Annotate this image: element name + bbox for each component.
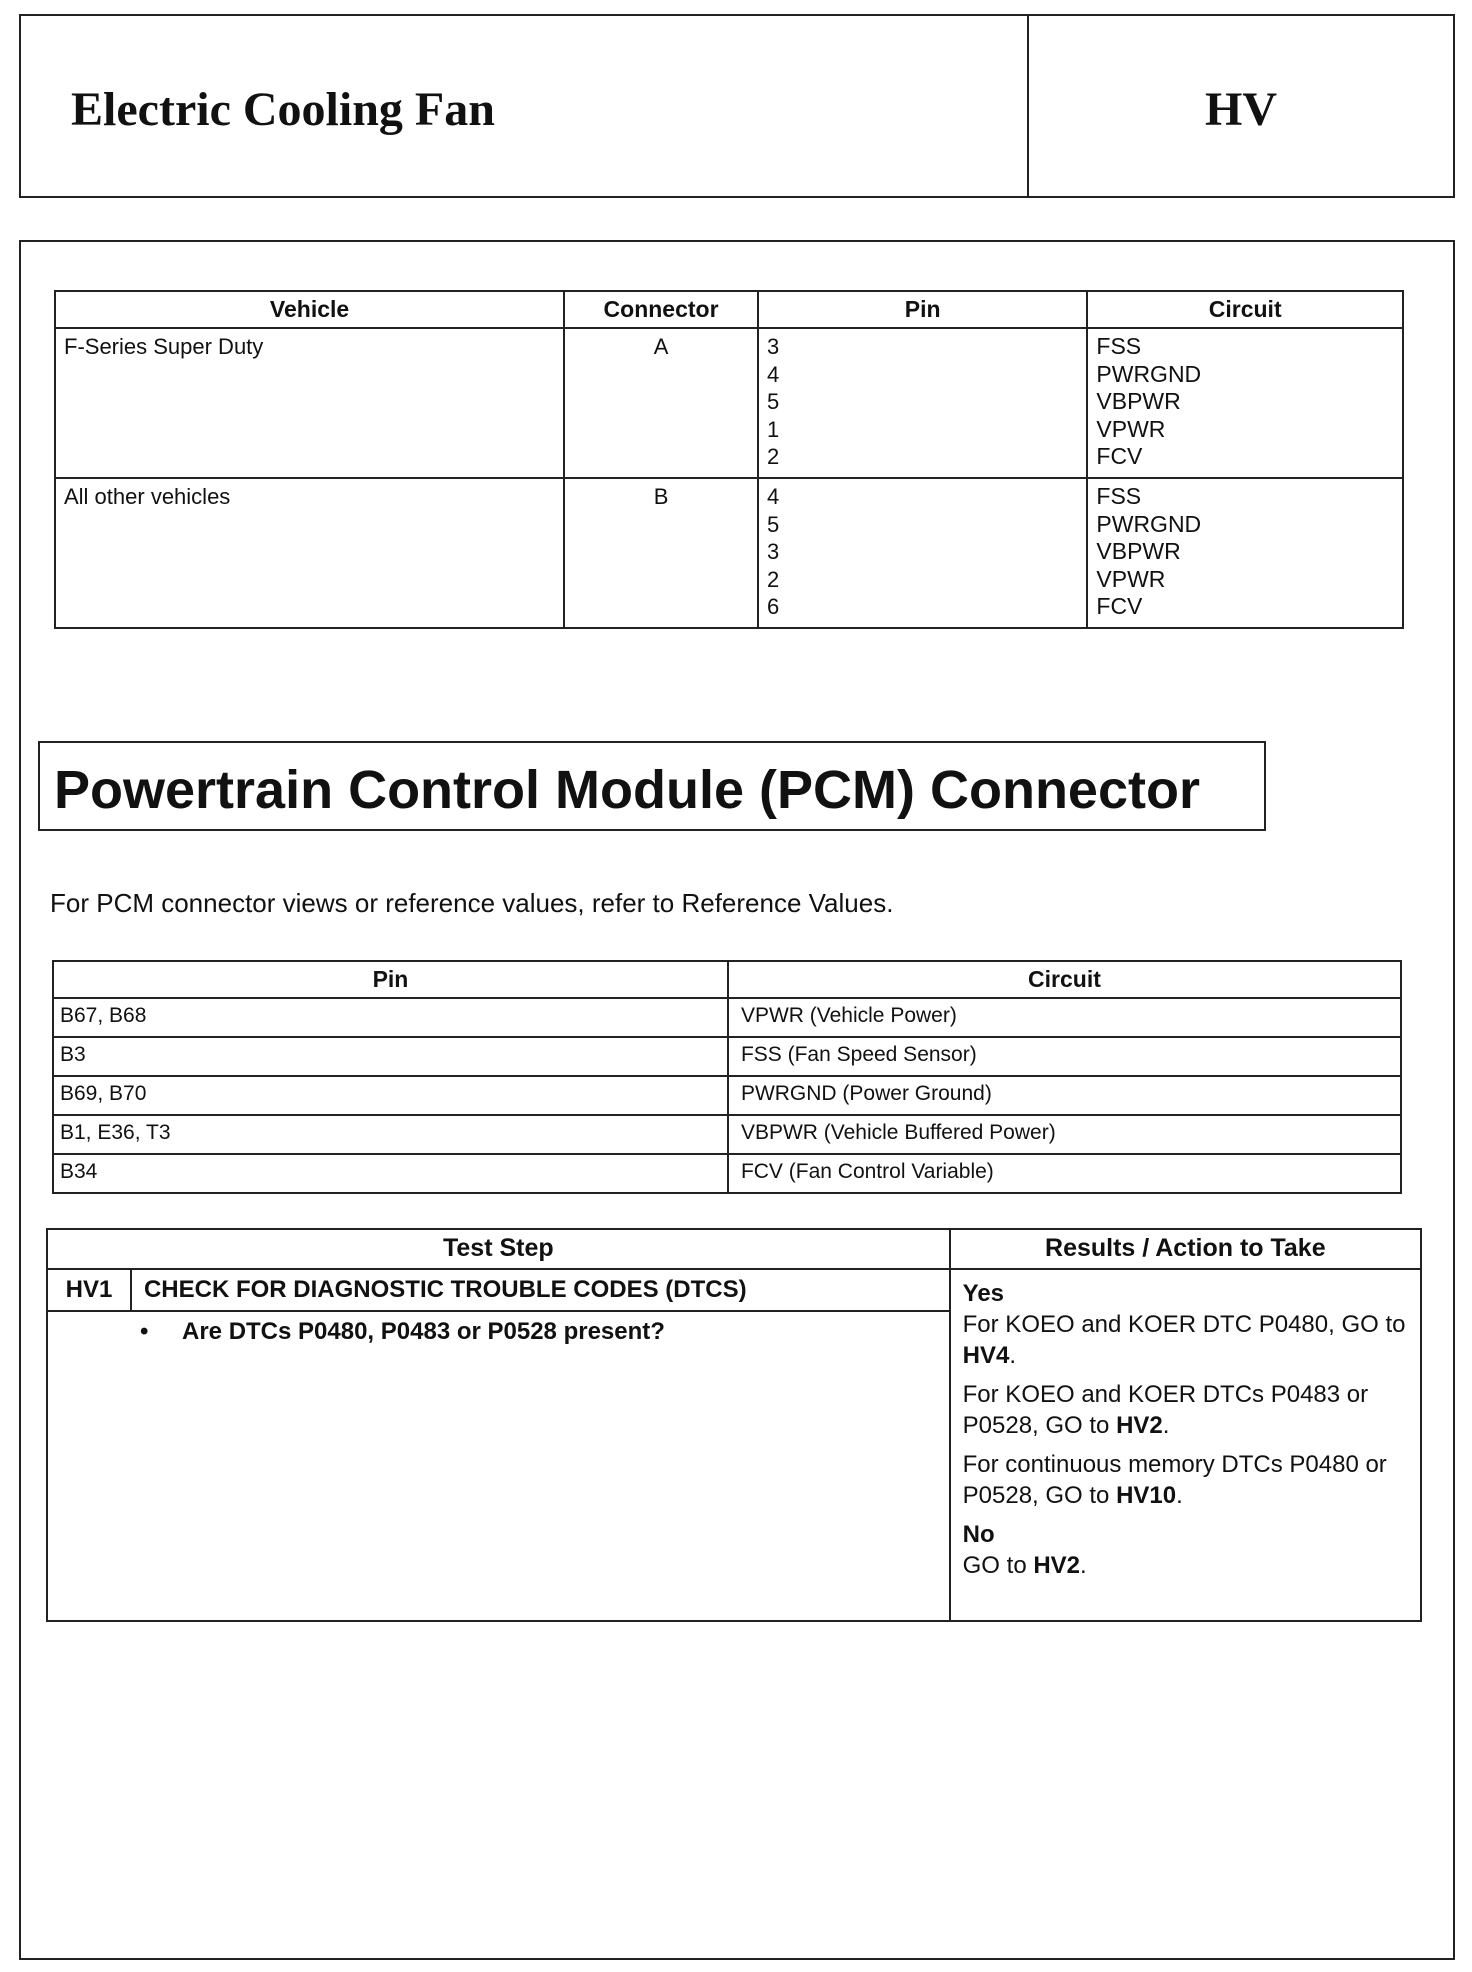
circuit-value: VBPWR [1096,388,1181,414]
yes-action: For continuous memory DTCs P0480 or P0528, GO to HV10. [962,1451,1387,1509]
page-header [19,14,1455,198]
pin-value: 1 [766,416,780,442]
circuit-value: FSS [1096,333,1142,359]
circuit-value: FCV [1096,443,1143,469]
table-row [47,1269,1421,1311]
bullet-icon: • [140,1318,149,1345]
circuit-list-cell [1087,328,1403,478]
step-title: CHECK FOR DIAGNOSTIC TROUBLE CODES (DTCS) [131,1269,950,1311]
pin-cell: B67, B68 [53,998,728,1037]
pin-cell: B1, E36, T3 [53,1115,728,1154]
step-id: HV1 [47,1269,131,1311]
no-label: No [962,1521,995,1548]
circuit-list-cell [1087,478,1403,628]
circuit-value: FSS [1096,483,1142,509]
column-header: Circuit [1087,291,1403,328]
column-header: Vehicle [55,291,564,328]
column-header: Circuit [728,961,1401,998]
results-cell [950,1269,1421,1621]
table-row [55,478,1403,628]
test-step-table [46,1228,1422,1622]
circuit-value: VPWR [1096,415,1166,442]
pin-value: 3 [766,334,780,359]
no-action: GO to HV2. [962,1552,1087,1579]
vehicle-cell: All other vehicles [55,478,564,628]
header-title-cell [21,16,1029,196]
pin-list-cell [758,478,1087,628]
no-action-text: GO to [962,1552,1034,1579]
pin-cell: B34 [53,1154,728,1193]
connector-cell: B [564,478,758,628]
table-row [53,1154,1401,1193]
circuit-value: VBPWR [1096,538,1181,564]
yes-action-text: For KOEO and KOER DTC P0480, GO to [962,1311,1406,1338]
table-row [55,328,1403,478]
pin-value: 4 [766,484,780,509]
table-row [53,1115,1401,1154]
pin-list-cell [758,328,1087,478]
pin-value: 5 [766,511,780,537]
yes-action-text: For continuous memory DTCs P0480 or P0528, GO to [962,1451,1387,1509]
column-header: Pin [53,961,728,998]
yes-action-text: For KOEO and KOER DTCs P0483 or P0528, GO to [962,1381,1369,1439]
section-heading: Powertrain Control Module (PCM) Connector [54,760,1200,820]
vehicle-connector-table [54,290,1404,629]
pin-value: 3 [766,539,780,564]
circuit-value: VPWR [1096,565,1166,592]
section-code: HV [1205,83,1277,136]
column-header: Results / Action to Take [950,1229,1421,1269]
pin-value: 2 [766,566,780,592]
question-cell [47,1311,950,1621]
table-row [53,998,1401,1037]
pin-value: 6 [766,594,780,619]
pin-value: 4 [766,361,780,387]
pin-value: 2 [766,444,780,469]
step-link[interactable]: HV4 [962,1342,1010,1369]
circuit-cell: PWRGND (Power Ground) [728,1076,1401,1115]
question-text: Are DTCs P0480, P0483 or P0528 present? [182,1318,665,1345]
section-heading-box [38,741,1266,831]
vehicle-cell: F-Series Super Duty [55,328,564,478]
circuit-value: FCV [1096,593,1143,619]
table-row [53,1076,1401,1115]
pin-value: 5 [766,389,780,414]
step-link[interactable]: HV2 [1116,1412,1163,1439]
connector-cell: A [564,328,758,478]
yes-action: For KOEO and KOER DTCs P0483 or P0528, GO to HV2. [962,1381,1369,1439]
column-header: Test Step [47,1229,950,1269]
column-header: Pin [758,291,1087,328]
intro-text: For PCM connector views or reference values, refer to Reference Values. [50,888,894,918]
table-header-row [47,1229,1421,1269]
table-header-row [53,961,1401,998]
circuit-cell: FSS (Fan Speed Sensor) [728,1037,1401,1076]
circuit-cell: VBPWR (Vehicle Buffered Power) [728,1115,1401,1154]
table-row [53,1037,1401,1076]
yes-action: For KOEO and KOER DTC P0480, GO to HV4. [962,1311,1406,1369]
pin-cell: B69, B70 [53,1076,728,1115]
step-link[interactable]: HV2 [1033,1552,1081,1579]
pcm-pin-table [52,960,1402,1194]
circuit-cell: FCV (Fan Control Variable) [728,1154,1401,1193]
yes-label: Yes [962,1280,1005,1307]
column-header: Connector [564,291,758,328]
circuit-value: PWRGND [1096,360,1202,387]
step-link[interactable]: HV10 [1116,1482,1177,1509]
page-title: Electric Cooling Fan [71,83,495,136]
pin-cell: B3 [53,1037,728,1076]
table-header-row [55,291,1403,328]
circuit-cell: VPWR (Vehicle Power) [728,998,1401,1037]
circuit-value: PWRGND [1096,510,1202,537]
